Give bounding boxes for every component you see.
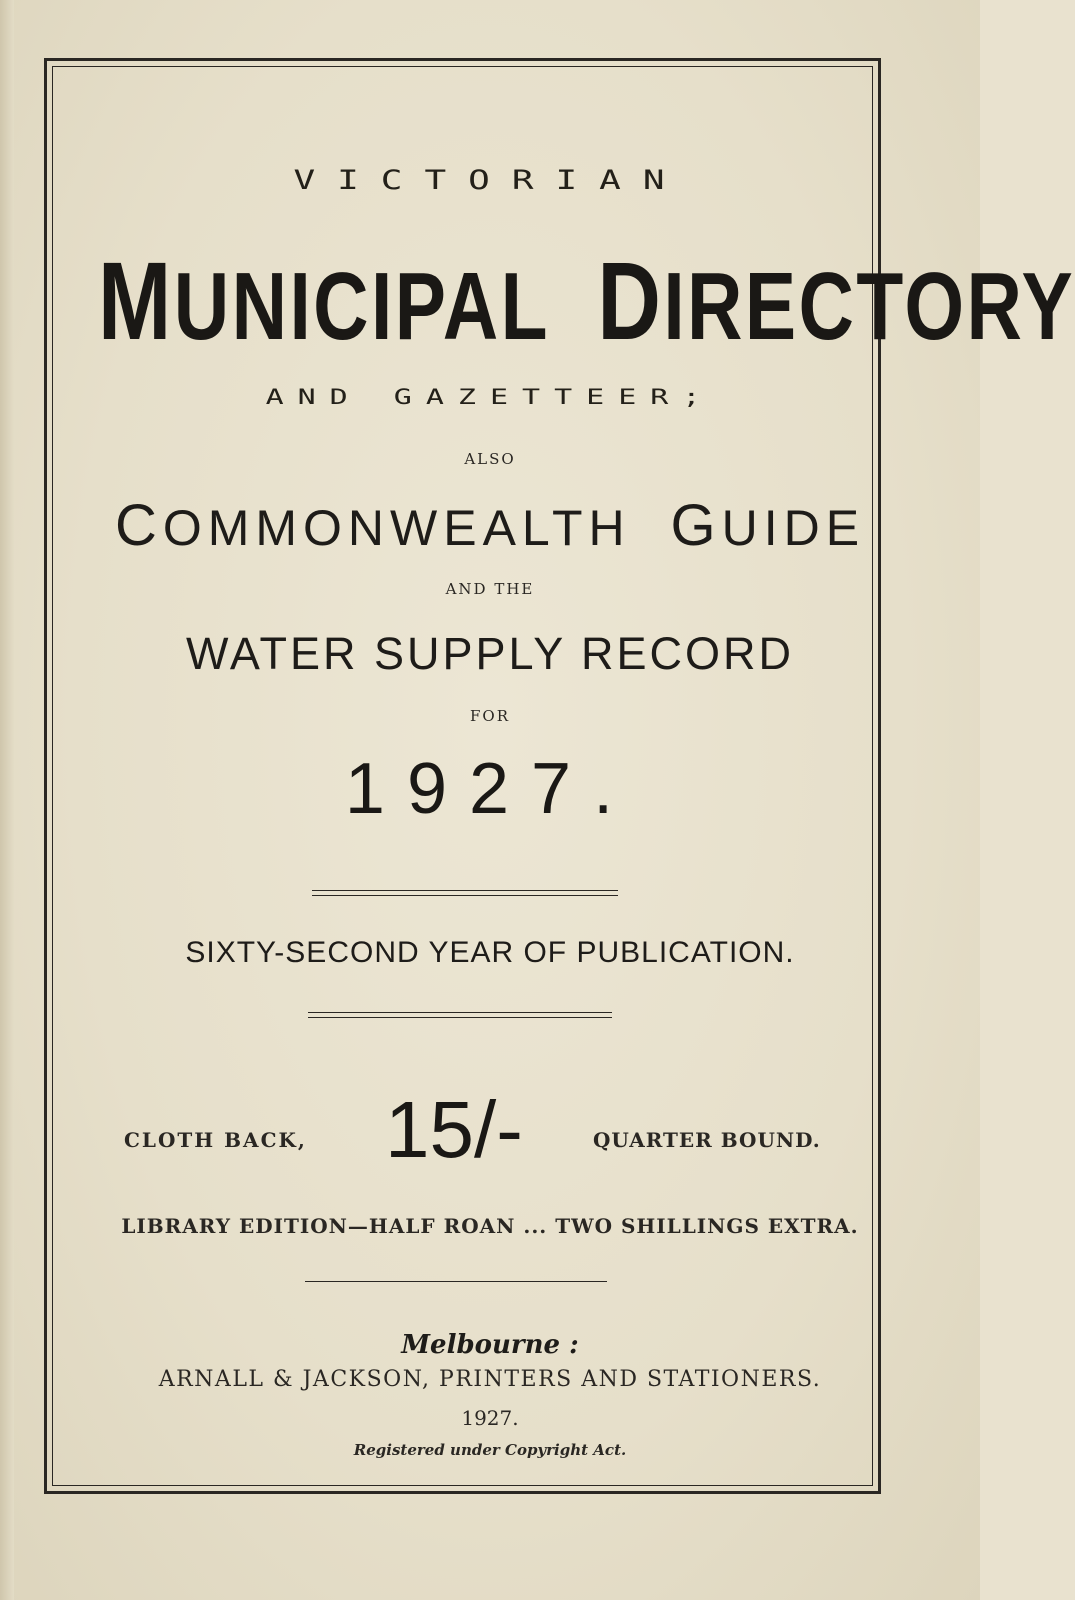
- main-title-word-municipal: UNICIPAL: [173, 253, 550, 360]
- commonwealth-word: OMMONWEALTH: [162, 500, 631, 556]
- and-the-connector: AND THE: [445, 580, 535, 598]
- copyright-notice: Registered under Copyright Act.: [353, 1441, 627, 1459]
- commonwealth-cap-c: C: [114, 493, 163, 558]
- publication-year-heading: 1927.: [344, 749, 636, 829]
- guide-cap-g: G: [670, 493, 722, 558]
- also-connector: ALSO: [464, 450, 516, 468]
- imprint-city: Melbourne :: [401, 1330, 579, 1360]
- and-gazetteer-subtitle: AND GAZETTEER;: [265, 385, 715, 410]
- main-title-cap-m: M: [98, 240, 174, 363]
- rule-lower: [305, 1281, 607, 1282]
- guide-word: UIDE: [721, 500, 866, 556]
- cloth-back-label: CLOTH BACK,: [124, 1128, 307, 1152]
- quarter-bound-label: QUARTER BOUND.: [593, 1128, 821, 1152]
- commonwealth-guide-title: [0, 492, 980, 559]
- price-row: [0, 1085, 980, 1198]
- water-supply-record-title: WATER SUPPLY RECORD: [186, 628, 794, 679]
- imprint-printers: ARNALL & JACKSON, PRINTERS AND STATIONERS.: [158, 1367, 822, 1392]
- main-title-cap-d: D: [597, 240, 664, 363]
- rule-middle: [308, 1012, 612, 1018]
- imprint-year: 1927.: [461, 1406, 519, 1430]
- edition-note: SIXTY-SECOND YEAR OF PUBLICATION.: [185, 936, 795, 969]
- main-title-word-directory: IRECTORY: [663, 253, 1075, 360]
- victorian-heading: VICTORIAN: [293, 165, 687, 196]
- library-edition-note: LIBRARY EDITION—HALF ROAN ... TWO SHILLINGS EXTRA.: [121, 1214, 859, 1238]
- rule-upper: [312, 890, 618, 896]
- price-label: 15/-: [385, 1085, 523, 1174]
- for-connector: FOR: [470, 707, 510, 725]
- main-title: [98, 238, 1075, 365]
